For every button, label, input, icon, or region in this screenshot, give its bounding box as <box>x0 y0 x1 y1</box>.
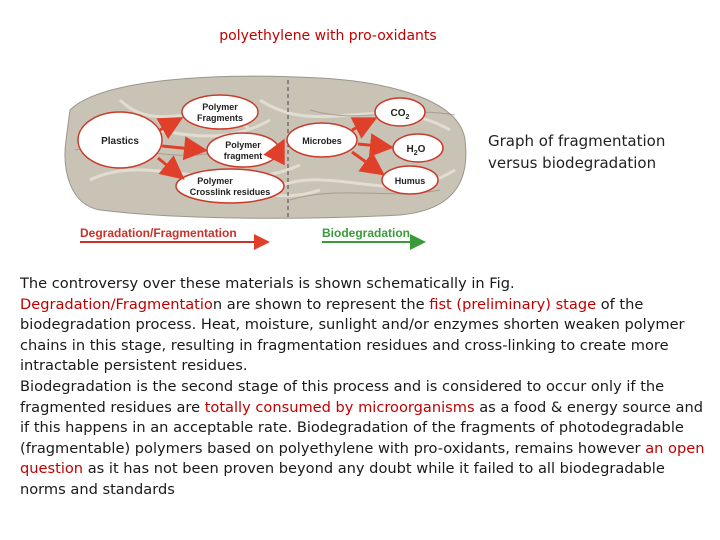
slide-title: polyethylene with pro-oxidants <box>219 28 437 44</box>
node-crosslink-l2: Crosslink residues <box>189 187 271 197</box>
node-h2o-label: $H_2O$ <box>406 144 426 157</box>
node-polymer-fragment-l1: Polymer <box>225 140 261 150</box>
node-polymer-fragment <box>207 133 279 167</box>
node-humus-label: Humus <box>394 176 426 186</box>
highlight-open-question: an open question <box>20 439 705 478</box>
node-polymer-fragment-l2: fragment <box>223 151 263 161</box>
body-p3-text-c: as it has not been proven beyond any doubt while it failed to all biodegradable norms and standards <box>20 460 665 498</box>
highlight-degradation: Degradation/Fragmentatio <box>20 295 213 313</box>
node-plastics-label: Plastics <box>101 136 139 147</box>
node-microbes-label: Microbes <box>302 136 342 146</box>
node-polymer-fragments-l1: Polymer <box>202 102 238 112</box>
node-co2 <box>375 98 425 126</box>
body-paragraph-1: The controversy over these materials is shown schematically in Fig. <box>20 275 515 292</box>
node-microbes <box>287 123 357 157</box>
node-co2-label: $CO_2$ <box>390 108 410 121</box>
fragmentation-diagram <box>60 70 470 250</box>
body-paragraph-3 <box>20 377 712 501</box>
caption-line-1: Graph of fragmentation <box>488 132 666 150</box>
body-p3-text-a: Biodegradation is the second stage of this process and is considered to occur only if the fragmented residues are <box>20 377 665 416</box>
caption-line-2: versus biodegradation <box>488 154 657 172</box>
stage-label-biodegradation: Biodegradation <box>322 226 411 240</box>
node-humus <box>382 166 438 194</box>
node-crosslink-l1: Polymer <box>197 176 233 186</box>
node-crosslink-residues <box>176 169 284 203</box>
stage-label-degradation: Degradation/Fragmentation <box>80 226 237 240</box>
body-text <box>20 274 712 501</box>
body-paragraph-2 <box>20 295 712 377</box>
node-polymer-fragments-l2: Fragments <box>196 113 244 123</box>
highlight-first-stage: fist (preliminary) stage <box>429 295 597 313</box>
body-p2-text-a: n are shown to represent the <box>212 295 430 313</box>
node-plastics <box>78 112 162 168</box>
body-p2-text-b: of the biodegradation process. Heat, moisture, sunlight and/or enzymes shorten weaken polymer chains in this stage, resulting in fragmentation residues and cross-linking to create more intractable persistent residues. <box>20 295 685 375</box>
highlight-consumed: totally consumed by microorganisms <box>204 398 475 416</box>
node-h2o <box>393 134 443 162</box>
diagram-caption <box>488 130 678 174</box>
body-p3-text-b: as a food & energy source and if this happens in an acceptable rate. Biodegradation of the fragments of photodegradable (fragmentable) polymers based on polyethylene with pro-oxidants, remains however <box>20 398 703 457</box>
node-polymer-fragments <box>182 95 258 129</box>
